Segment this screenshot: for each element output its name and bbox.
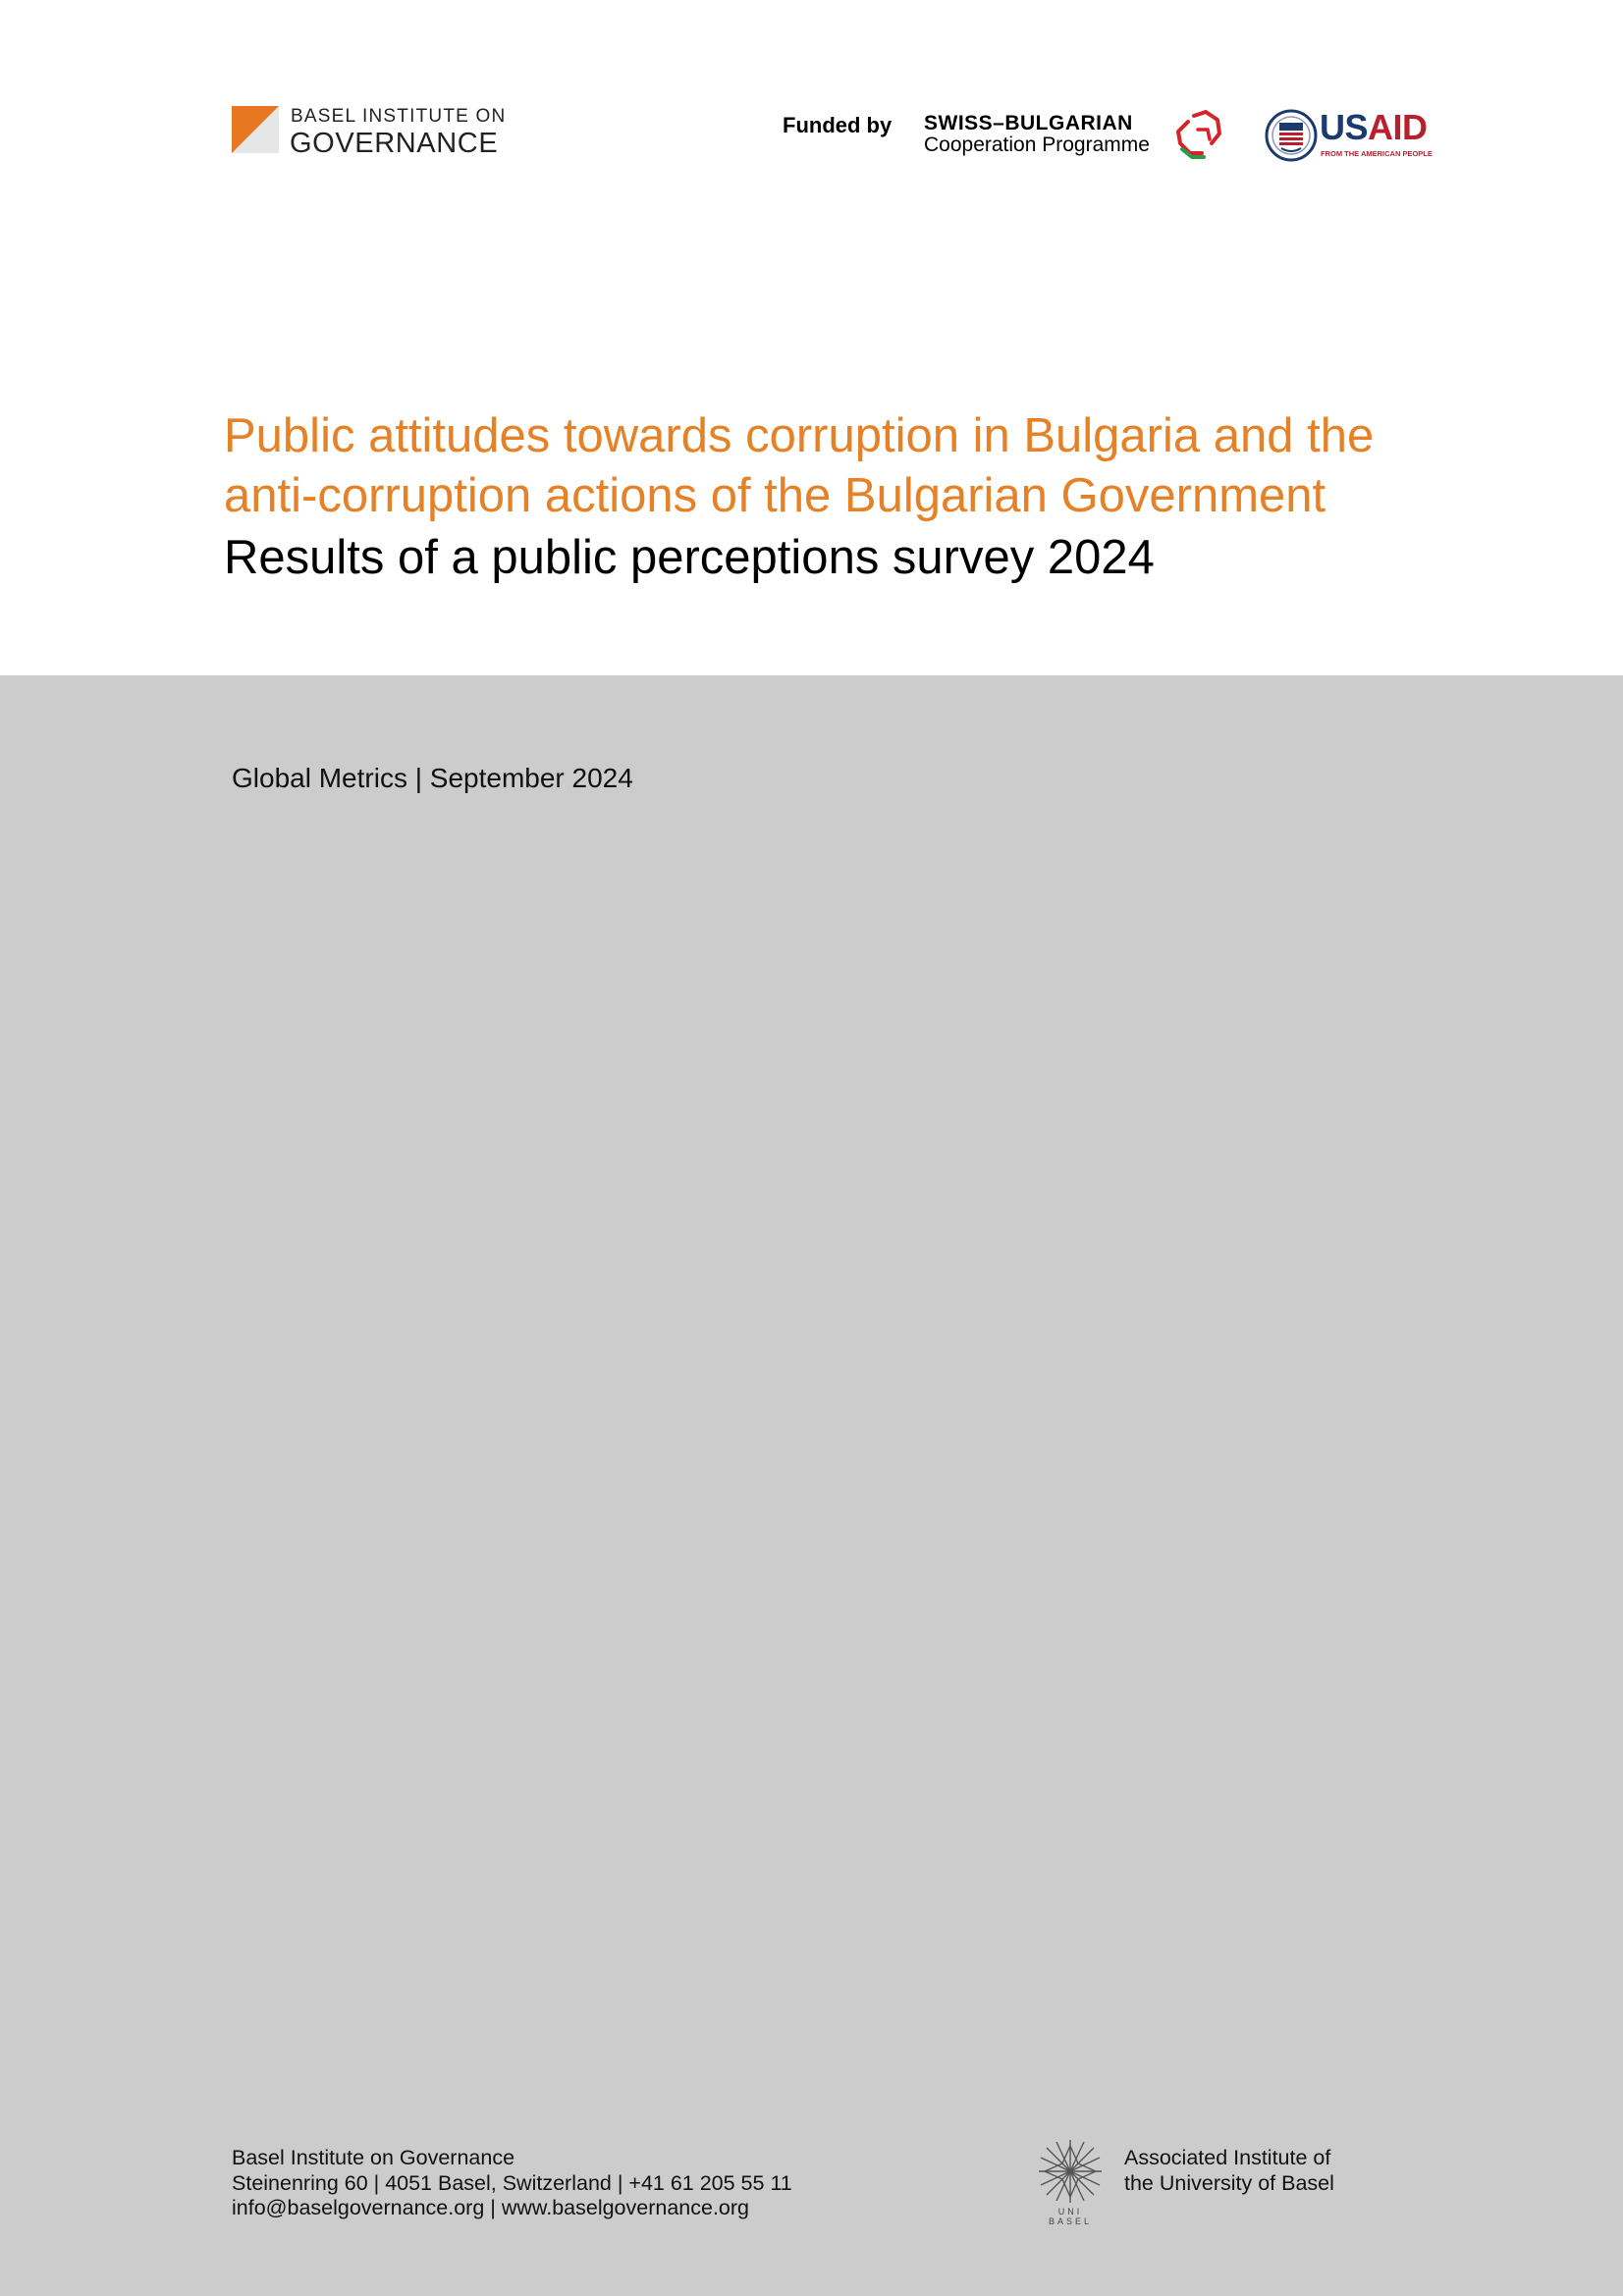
swiss-logo-line2: Cooperation Programme	[924, 133, 1150, 156]
associated-institute-text	[1124, 2146, 1334, 2196]
document-title	[224, 406, 1500, 526]
usaid-seal-icon	[1265, 109, 1318, 162]
uni-basel-logo	[1035, 2136, 1106, 2224]
footer-address-line-3: info@baselgovernance.org | www.baselgovernance.org	[232, 2196, 750, 2219]
basel-institute-logo	[232, 106, 507, 161]
footer-address-line-1: Basel Institute on Governance	[232, 2146, 515, 2169]
publisher-date-line: Global Metrics | September 2024	[232, 763, 633, 793]
basel-logo-mark-icon	[232, 106, 279, 153]
usaid-tagline: FROM THE AMERICAN PEOPLE	[1321, 149, 1433, 158]
usaid-wordmark: USAID	[1320, 107, 1428, 147]
funded-by-label: Funded by	[783, 113, 893, 137]
basel-logo-line2: GOVERNANCE	[290, 128, 499, 159]
cover-gray-panel	[0, 675, 1623, 2296]
uni-basel-label: UNI BASEL	[1048, 2207, 1093, 2226]
document-subtitle: Results of a public perceptions survey 2024	[224, 531, 1155, 584]
swiss-bulgarian-logo	[923, 110, 1229, 161]
footer-address-line-2: Steinenring 60 | 4051 Basel, Switzerland | +41 61 205 55 11	[232, 2170, 792, 2195]
uni-basel-star-icon	[1035, 2136, 1106, 2207]
swiss-bulgarian-symbol-icon	[1168, 110, 1225, 161]
title-line-1: Public attitudes towards corruption in Bulgaria and the	[224, 409, 1375, 462]
swiss-logo-line1: SWISS–BULGARIAN	[924, 112, 1133, 134]
footer-address	[232, 2146, 792, 2221]
usaid-logo	[1262, 106, 1443, 165]
title-line-2: anti-corruption actions of the Bulgarian Government	[224, 469, 1326, 522]
assoc-line-2: the University of Basel	[1124, 2170, 1334, 2195]
assoc-line-1: Associated Institute of	[1124, 2146, 1331, 2169]
basel-logo-line1: BASEL INSTITUTE ON	[291, 106, 507, 127]
